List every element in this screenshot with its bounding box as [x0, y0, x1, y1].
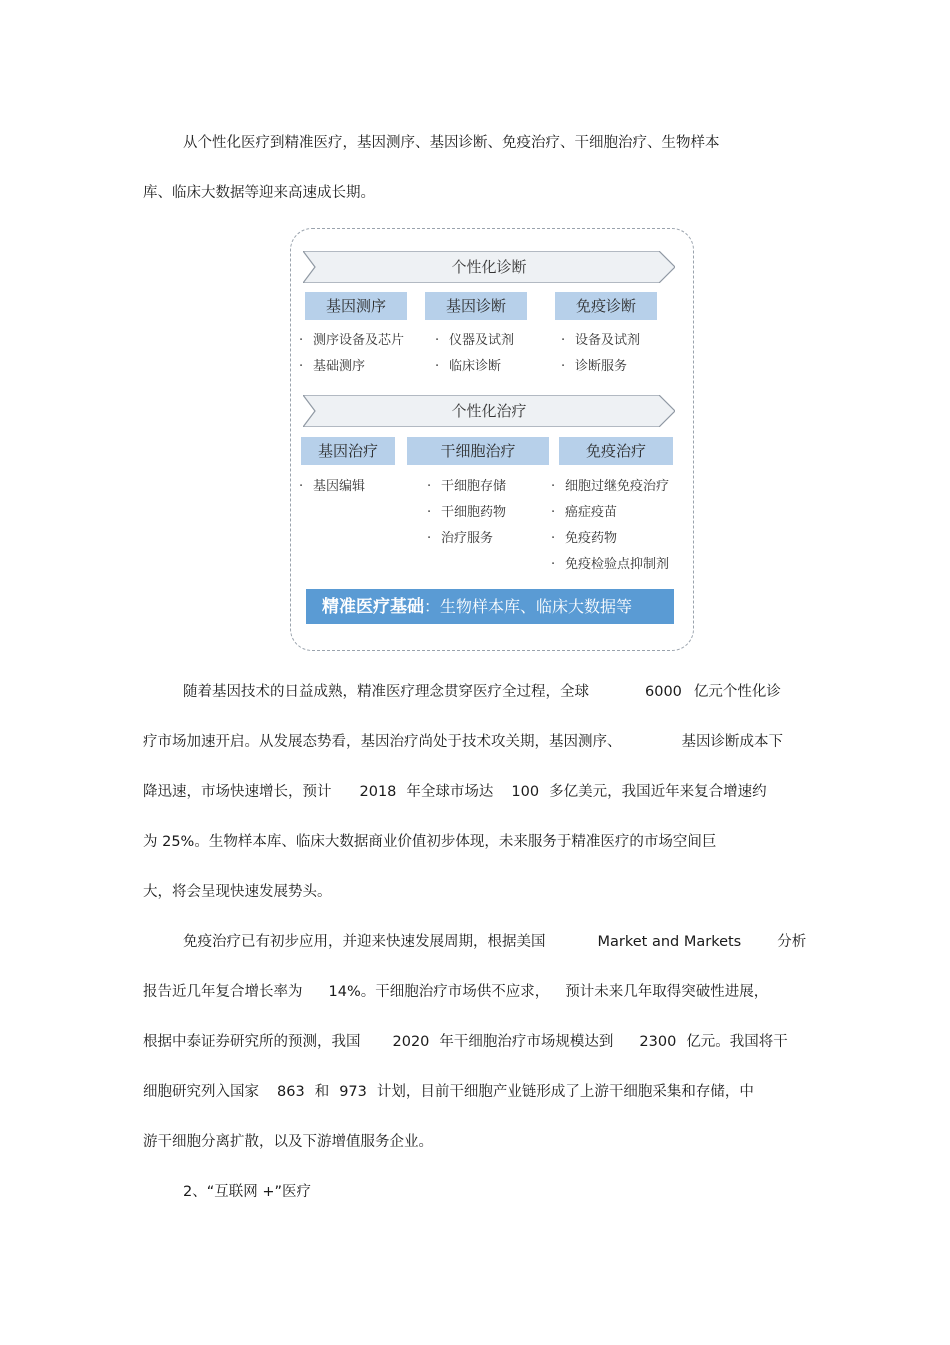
- para2-line-5: 大，将会呈现快速发展势头。: [143, 884, 332, 900]
- para3-line-2: [143, 982, 768, 1002]
- list-item: · 干细胞存储: [427, 475, 506, 494]
- number-6000: 6000: [645, 684, 682, 700]
- precision-medicine-diagram: [290, 228, 694, 651]
- text-segment: 年干细胞治疗市场规模达到: [439, 1034, 614, 1050]
- chip-gene-therapy: 基因治疗: [301, 437, 395, 465]
- para2-line-1: [183, 682, 781, 702]
- foundation-bar: [306, 589, 674, 624]
- diagnosis-banner: [303, 251, 675, 283]
- diagnosis-banner-label: 个性化诊断: [451, 258, 527, 276]
- text-segment: 细胞研究列入国家: [143, 1084, 259, 1100]
- text-segment: 分析: [777, 934, 807, 950]
- number-973: 973: [339, 1084, 367, 1100]
- list-item: · 诊断服务: [561, 355, 627, 374]
- text-segment: 免疫治疗已有初步应用，并迎来快速发展周期，根据美国: [183, 934, 546, 950]
- number-2300: 2300: [639, 1034, 677, 1050]
- chip-immune-diagnosis: 免疫诊断: [555, 292, 657, 320]
- list-item: · 干细胞药物: [427, 501, 506, 520]
- text-segment: 根据中泰证券研究所的预测，我国: [143, 1034, 361, 1050]
- list-item: · 免疫检验点抑制剂: [551, 553, 669, 572]
- list-item: · 免疫药物: [551, 527, 617, 546]
- para2-line-3: [143, 782, 767, 802]
- para3-line-5: 游干细胞分离扩散，以及下游增值服务企业。: [143, 1134, 433, 1150]
- chip-gene-sequencing: 基因测序: [305, 292, 407, 320]
- treatment-banner: [303, 395, 675, 427]
- text-segment: 亿元。我国将干: [686, 1034, 788, 1050]
- list-item: · 基因编辑: [299, 475, 365, 494]
- para2-line-2: [143, 732, 783, 752]
- para3-line-1: [183, 932, 806, 952]
- chip-immunotherapy: 免疫治疗: [559, 437, 673, 465]
- text-segment: 亿元个性化诊: [693, 684, 781, 700]
- list-item: · 测序设备及芯片: [299, 329, 404, 348]
- para3-line-4: [143, 1082, 754, 1102]
- text-segment: 。干细胞治疗市场供不应求，: [360, 984, 550, 1000]
- percent-25: 为 25%: [143, 834, 195, 850]
- para3-line-3: [143, 1032, 788, 1052]
- text-segment: 预计未来几年取得突破性进展，: [565, 984, 769, 1000]
- text-segment: 疗市场加速开启。从发展态势看，基因治疗尚处于技术攻关期，基因测序、: [143, 734, 622, 750]
- source-name: Market and Markets: [597, 934, 742, 950]
- list-item: · 设备及试剂: [561, 329, 640, 348]
- number-2018: 2018: [359, 784, 397, 800]
- chip-gene-diagnosis: 基因诊断: [425, 292, 527, 320]
- list-item: · 仪器及试剂: [435, 329, 514, 348]
- text-segment: 降迅速，市场快速增长，预计: [143, 784, 332, 800]
- text-segment: 随着基因技术的日益成熟，精准医疗理念贯穿医疗全过程，全球: [183, 684, 589, 700]
- treatment-banner-label: 个性化治疗: [451, 402, 527, 420]
- list-item: · 临床诊断: [435, 355, 501, 374]
- percent-14: 14%: [328, 984, 361, 1000]
- list-item: · 基础测序: [299, 355, 365, 374]
- text-segment: 多亿美元，我国近年来复合增速约: [549, 784, 767, 800]
- para2-line-4: [143, 832, 716, 852]
- list-item: · 癌症疫苗: [551, 501, 617, 520]
- section-heading: 2、“互联网 +”医疗: [183, 1184, 312, 1200]
- foundation-detail: ：生物样本库、临床大数据等: [424, 597, 633, 616]
- intro-line-2: 库、临床大数据等迎来高速成长期。: [143, 185, 375, 201]
- list-item: · 细胞过继免疫治疗: [551, 475, 669, 494]
- number-863: 863: [277, 1084, 305, 1100]
- text-segment: 报告近几年复合增长率为: [143, 984, 303, 1000]
- text-segment: 计划，目前干细胞产业链形成了上游干细胞采集和存储，中: [376, 1084, 754, 1100]
- text-segment: 基因诊断成本下: [681, 734, 783, 750]
- intro-line-1: 从个性化医疗到精准医疗，基因测序、基因诊断、免疫治疗、干细胞治疗、生物样本: [183, 135, 720, 151]
- number-100: 100: [511, 784, 540, 800]
- list-item: · 治疗服务: [427, 527, 493, 546]
- foundation-title: 精准医疗基础: [322, 597, 424, 617]
- number-2020: 2020: [392, 1034, 430, 1050]
- chip-stem-cell-therapy: 干细胞治疗: [407, 437, 549, 465]
- text-segment: 和: [314, 1084, 330, 1100]
- text-segment: 年全球市场达: [406, 784, 494, 800]
- text-segment: 。生物样本库、临床大数据商业价值初步体现，未来服务于精准医疗的市场空间巨: [194, 834, 717, 850]
